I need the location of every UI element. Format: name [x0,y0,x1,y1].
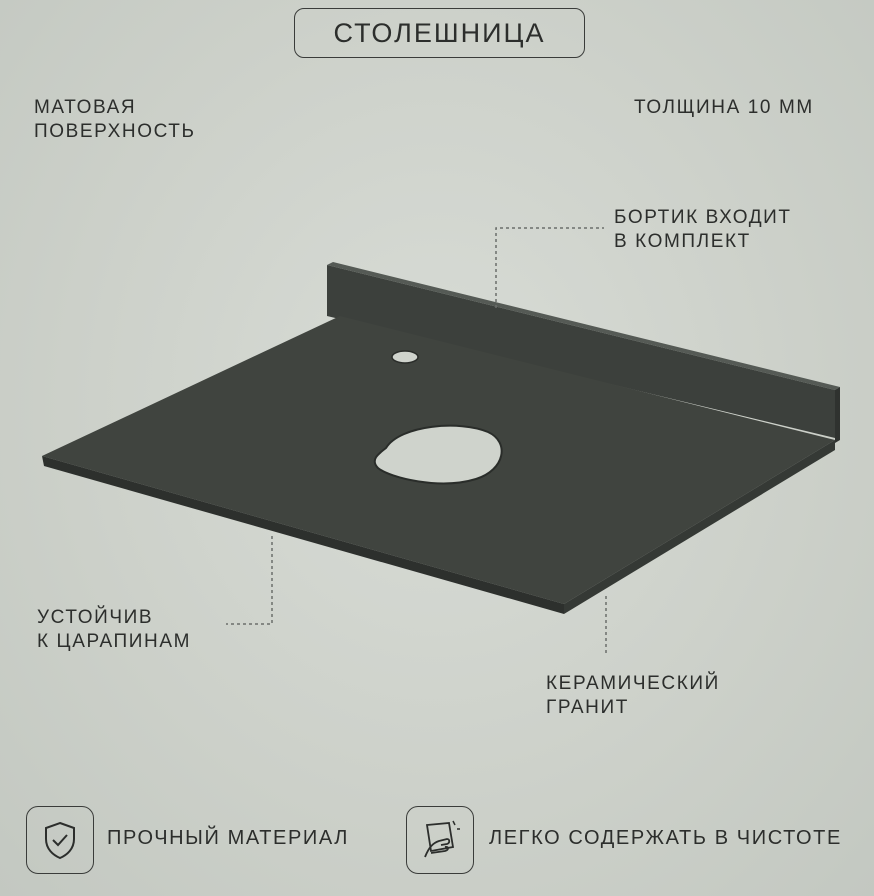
feature-durable-label: ПРОЧНЫЙ МАТЕРИАЛ [107,827,350,849]
page-title: СТОЛЕШНИЦА [333,17,546,48]
faucet-hole [392,351,418,363]
callout-scratch-line2: К ЦАРАПИНАМ [37,631,192,652]
callout-ceramic-line2: ГРАНИТ [546,697,629,718]
leader-line-scratch [226,536,272,624]
callout-matte-line2: ПОВЕРХНОСТЬ [34,121,196,142]
callout-scratch-line1: УСТОЙЧИВ [37,607,154,628]
feature-clean-label: ЛЕГКО СОДЕРЖАТЬ В ЧИСТОТЕ [489,827,842,849]
backsplash-side [835,387,840,443]
callout-matte-line1: МАТОВАЯ [34,97,137,118]
callout-backsplash-line2: В КОМПЛЕКТ [614,231,751,252]
hand-wipe-icon [417,817,463,863]
callout-thickness-text: ТОЛЩИНА 10 ММ [634,97,814,118]
callout-ceramic-line1: КЕРАМИЧЕСКИЙ [546,673,720,694]
feature-durable-icon-box [26,806,94,874]
shield-check-icon [39,819,81,861]
callout-backsplash-line1: БОРТИК ВХОДИТ [614,207,792,228]
feature-clean-icon-box [406,806,474,874]
leader-line-backsplash [496,228,604,308]
